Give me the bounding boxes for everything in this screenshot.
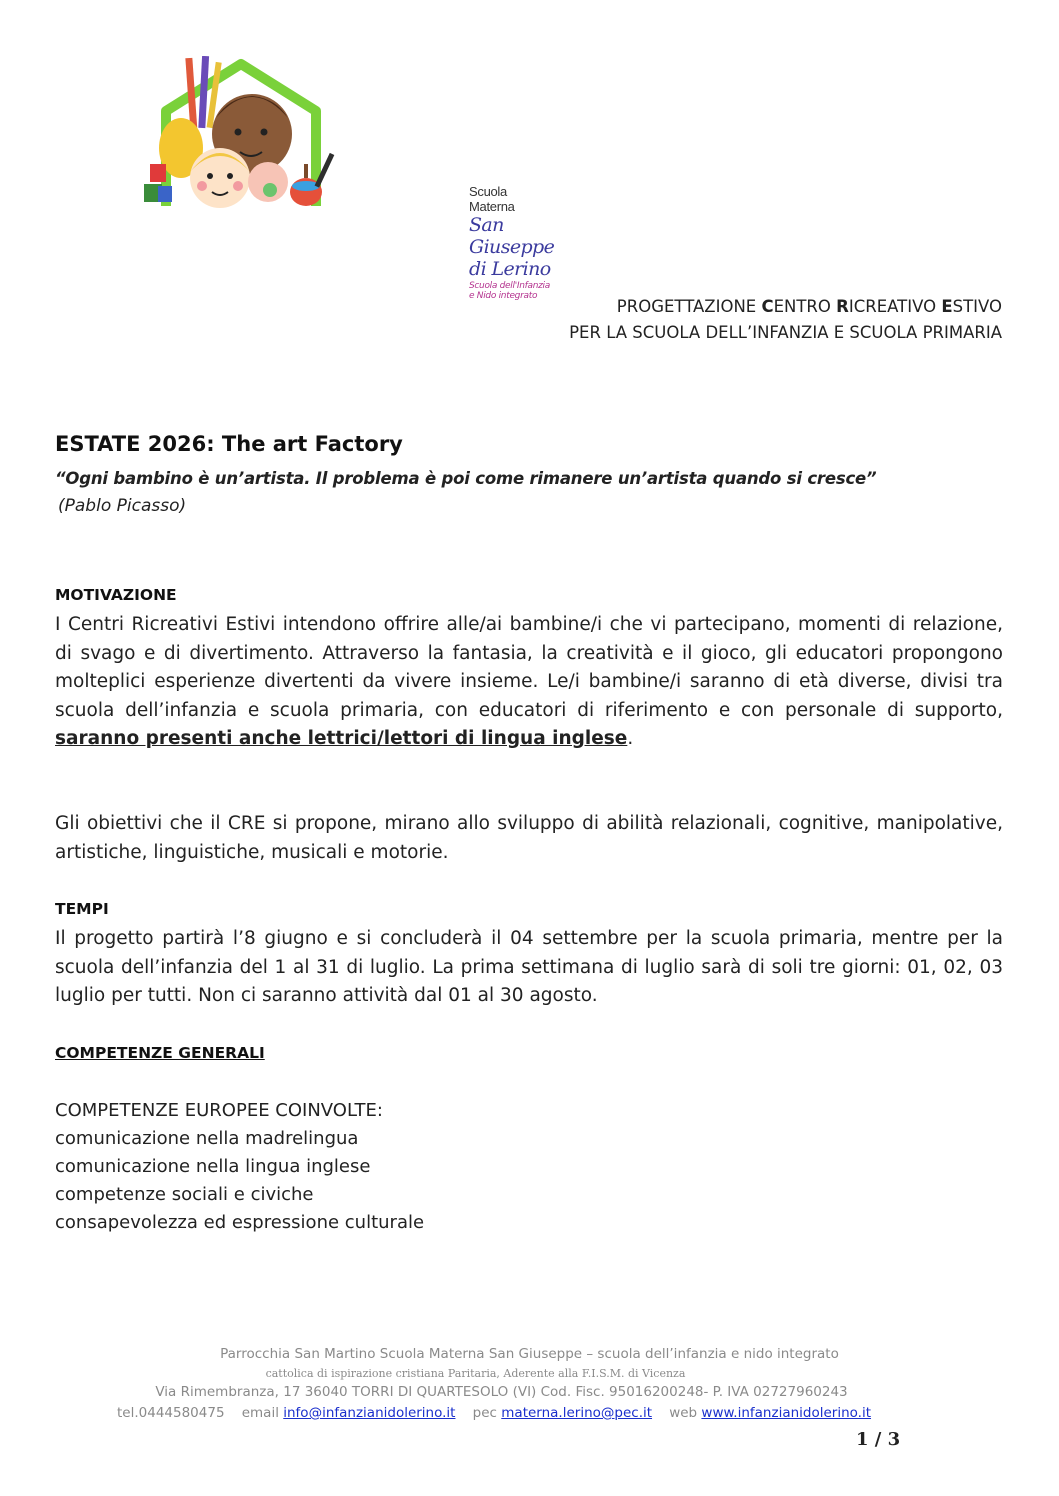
footer-email-link[interactable]: info@infanzianidolerino.it	[283, 1405, 456, 1421]
footer-phone: tel.0444580475	[117, 1405, 225, 1421]
logo-text-line1: Scuola Materna	[469, 184, 515, 214]
page-total: 3	[887, 1429, 901, 1450]
footer-line1: Parrocchia San Martino Scuola Materna San Giuseppe – scuola dell’infanzia e nido integrato	[220, 1346, 839, 1362]
logo-illustration-icon	[136, 56, 506, 220]
header-line1-part3: ICREATIVO	[848, 297, 942, 316]
competenze-list	[55, 1097, 424, 1237]
document-header	[569, 294, 1002, 346]
footer-line2: cattolica di ispirazione cristiana Paritaria, Aderente alla F.I.S.M. di Vicenza	[265, 1367, 686, 1380]
page-separator: /	[868, 1429, 888, 1450]
header-line2: PER LA SCUOLA DELL’INFANZIA E SCUOLA PRIMARIA	[569, 323, 1002, 342]
section-heading-competenze: COMPETENZE GENERALI	[55, 1044, 265, 1062]
header-initial-c: C	[761, 297, 774, 316]
footer-email-label: email	[241, 1405, 279, 1421]
footer-pec-label: pec	[472, 1405, 497, 1421]
list-item: comunicazione nella lingua inglese	[55, 1156, 371, 1177]
list-item: comunicazione nella madrelingua	[55, 1128, 359, 1149]
header-line1-part4: STIVO	[952, 297, 1002, 316]
footer-web-link[interactable]: www.infanzianidolerino.it	[701, 1405, 872, 1421]
footer-pec-link[interactable]: materna.lerino@pec.it	[501, 1405, 653, 1421]
motivazione-text: I Centri Ricreativi Estivi intendono offrire alle/ai bambine/i che vi partecipano, momenti di relazione, di svago e di divertimento. Attraverso la fantasia, la creatività e il gioco, gli educatori propongono molteplici esperienze divertenti da vivere insieme. Le/i bambine/i saranno di età diverse, divisi tra scuola dell’infanzia e scuola primaria, con educatori di riferimento e con personale di supporto,	[55, 614, 1003, 721]
school-logo	[136, 56, 555, 301]
list-item: competenze sociali e civiche	[55, 1184, 314, 1205]
quote-author: (Pablo Picasso)	[58, 496, 187, 516]
motivazione-paragraph-1	[55, 611, 1003, 754]
document-title: ESTATE 2026: The art Factory	[55, 432, 403, 456]
motivazione-highlight: saranno presenti anche lettrici/lettori di lingua inglese	[55, 728, 628, 749]
quote: “Ogni bambino è un’artista. Il problema è poi come rimanere un’artista quando si cresce”	[55, 469, 877, 488]
logo-text-line2: San Giuseppe di Lerino	[469, 214, 555, 280]
footer-web-label: web	[669, 1405, 698, 1421]
motivazione-paragraph-2: Gli obiettivi che il CRE si propone, mirano allo sviluppo di abilità relazionali, cognitive, manipolative, artistiche, linguistiche, musicali e motorie.	[55, 813, 1003, 863]
header-line1-part2: ENTRO	[773, 297, 837, 316]
section-heading-motivazione: MOTIVAZIONE	[55, 586, 177, 604]
header-initial-r: R	[836, 297, 849, 316]
list-item: consapevolezza ed espressione culturale	[55, 1212, 425, 1233]
footer-line3: Via Rimembranza, 17 36040 TORRI DI QUARTESOLO (VI) Cod. Fisc. 95016200248- P. IVA 02727960243	[155, 1384, 848, 1400]
motivazione-end: .	[627, 728, 634, 749]
tempi-paragraph: Il progetto partirà l’8 giugno e si concluderà il 04 settembre per la scuola primaria, mentre per la scuola dell’infanzia del 1 al 31 di luglio. La prima settimana di luglio sarà di soli tre giorni: 01, 02, 03 luglio per tutti. Non ci saranno attività dal 01 al 30 agosto.	[55, 928, 1003, 1006]
logo-text-line3: Scuola dell'Infanzia e Nido integrato	[469, 281, 550, 301]
page-current: 1	[856, 1429, 869, 1450]
header-initial-e: E	[941, 297, 953, 316]
section-heading-tempi: TEMPI	[55, 900, 109, 918]
header-line1	[569, 294, 1002, 320]
page-number	[856, 1429, 900, 1450]
footer-contacts	[117, 1405, 871, 1421]
list-item: COMPETENZE EUROPEE COINVOLTE:	[55, 1100, 383, 1121]
header-line1-part1: PROGETTAZIONE	[616, 297, 762, 316]
